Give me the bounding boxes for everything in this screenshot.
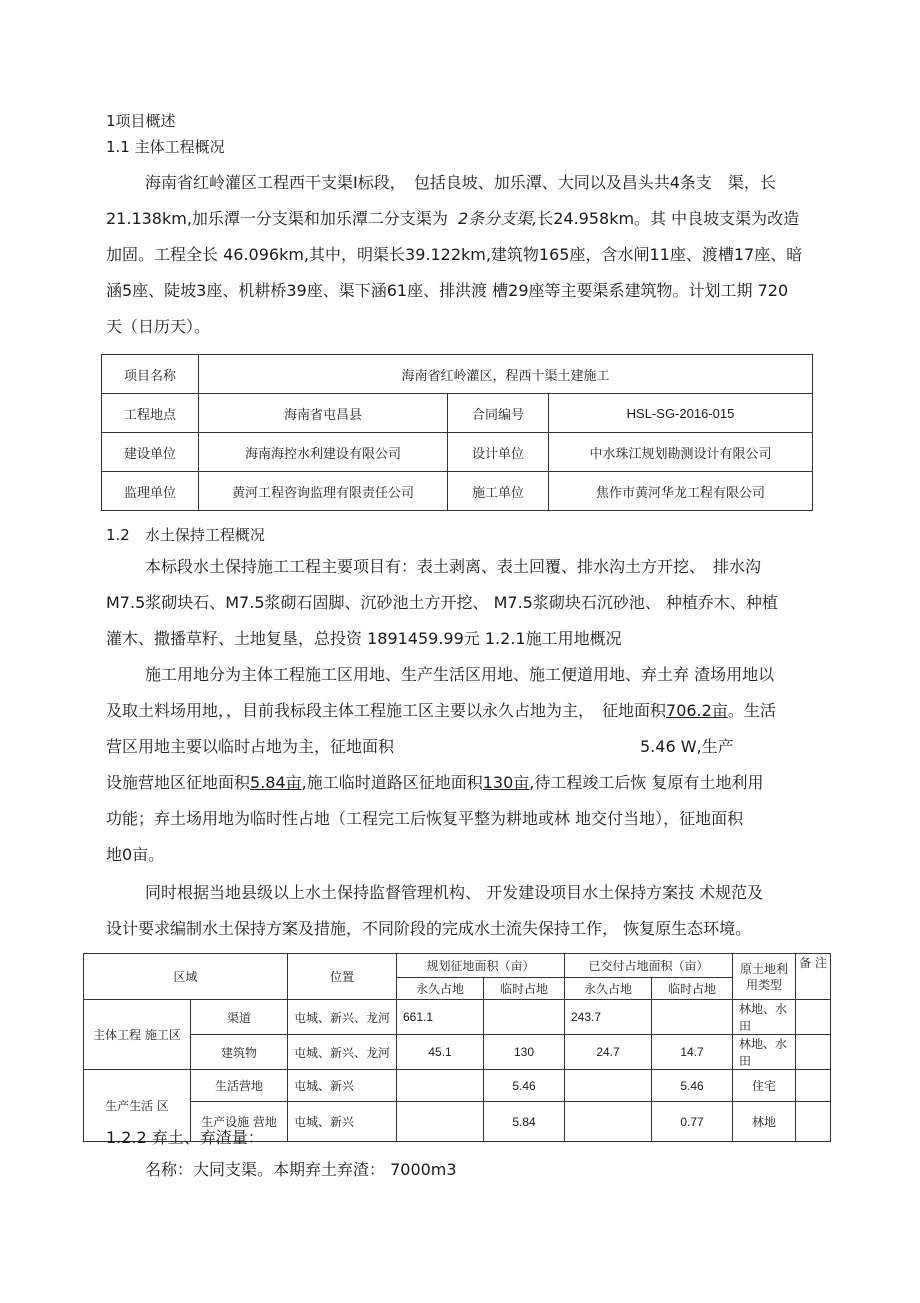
table-cell: 焦作市黄河华龙工程有限公司 xyxy=(549,472,813,511)
table-cell: 屯城、新兴、龙河 xyxy=(288,1000,397,1035)
table-cell xyxy=(565,1070,652,1102)
table-cell: 合同编号 xyxy=(448,394,549,433)
table-cell xyxy=(796,1035,831,1070)
table-row xyxy=(84,1000,831,1035)
table-cell: 生活营地 xyxy=(191,1070,288,1102)
table-header-cell: 已交付占地面积（亩） xyxy=(565,954,733,978)
text-line: 天（日历天）。 xyxy=(106,317,211,336)
text-line: 功能；弃土场用地为临时性占地（工程完工后恢复平整为耕地或林 地交付当地），征地面积 xyxy=(106,809,744,828)
table-row xyxy=(102,355,813,394)
text-line: 本标段水土保持施工工程主要项目有：表土剥离、表土回覆、排水沟土方开挖、 排水沟 xyxy=(145,557,762,576)
table-header-row xyxy=(84,954,831,978)
table-cell: 45.1 xyxy=(397,1035,484,1070)
table-cell: 海南海控水利建设有限公司 xyxy=(199,433,448,472)
text-line: 海南省红岭灌区工程西干支渠Ⅰ标段， 包括良坡、加乐潭、大同以及昌头共4条支 渠，长 xyxy=(145,173,776,192)
table-cell: 5.84 xyxy=(484,1102,565,1142)
spoil-volume-line: 名称：大同支渠。本期弃土弃渣： 7000m3 xyxy=(145,1160,457,1179)
table-cell: 14.7 xyxy=(652,1035,733,1070)
table-cell xyxy=(796,1102,831,1142)
table-cell: 243.7 xyxy=(565,1000,652,1035)
table-cell: 屯城、新兴 xyxy=(288,1102,397,1142)
table-cell: 屯城、新兴、龙河 xyxy=(288,1035,397,1070)
table-cell: 海南省红岭灌区，程西十渠土建施工 xyxy=(199,355,813,394)
table-cell: 24.7 xyxy=(565,1035,652,1070)
table-header-cell: 原土地利 用类型 xyxy=(733,954,796,1000)
table-header-cell: 位置 xyxy=(288,954,397,1000)
text-line: 5.46 W,生产 xyxy=(640,737,734,756)
table-cell: 住宅 xyxy=(733,1070,796,1102)
section-heading-1-1: 1.1 主体工程概况 xyxy=(106,138,225,156)
text-line: 施工用地分为主体工程施工区用地、生产生活区用地、施工便道用地、弃土弃 渣场用地以 xyxy=(145,665,775,684)
table-cell: 设计单位 xyxy=(448,433,549,472)
table-row xyxy=(102,394,813,433)
table-cell: 5.46 xyxy=(652,1070,733,1102)
table-row xyxy=(84,1070,831,1102)
table-cell: 渠道 xyxy=(191,1000,288,1035)
table-cell: 海南省屯昌县 xyxy=(199,394,448,433)
table-cell: 661.1 xyxy=(397,1000,484,1035)
table-cell: 林地、水田 xyxy=(733,1035,796,1070)
table-cell: 工程地点 xyxy=(102,394,199,433)
text-line: 涵5座、陡坡3座、机耕桥39座、渠下涵61座、排洪渡 槽29座等主要渠系建筑物。计划工期 720 xyxy=(106,281,789,300)
text-line: 设计要求编制水土保持方案及措施，不同阶段的完成水土流失保持工作， 恢复原生态环境。 xyxy=(106,919,752,938)
table-cell: 屯城、新兴 xyxy=(288,1070,397,1102)
table-header-cell: 永久占地 xyxy=(565,978,652,1000)
table-cell: 施工单位 xyxy=(448,472,549,511)
text-line: 设施营地区征地面积5.84亩,施工临时道路区征地面积130亩,待工程竣工后恢 复原有土地利用 xyxy=(106,773,764,792)
text-line: 加固。工程全长 46.096km,其中，明渠长39.122km,建筑物165座，含水闸11座、渡槽17座、暗 xyxy=(106,245,803,264)
table-cell: 林地、水田 xyxy=(733,1000,796,1035)
table-cell: 0.77 xyxy=(652,1102,733,1142)
table-cell: 建筑物 xyxy=(191,1035,288,1070)
table-cell: 黄河工程咨询监理有限责任公司 xyxy=(199,472,448,511)
table-cell: 中水珠江规划勘测设计有限公司 xyxy=(549,433,813,472)
table-cell: 林地 xyxy=(733,1102,796,1142)
table-header-cell: 规划征地面积（亩） xyxy=(397,954,565,978)
table-header-cell: 永久占地 xyxy=(397,978,484,1000)
table-cell: 生产生活 区 xyxy=(84,1070,191,1142)
table-header-cell: 临时占地 xyxy=(652,978,733,1000)
table-cell xyxy=(796,1000,831,1035)
text-line: 地0亩。 xyxy=(106,845,165,864)
table-row xyxy=(102,472,813,511)
table-cell: HSL-SG-2016-015 xyxy=(549,394,813,433)
table-header-cell: 区域 xyxy=(84,954,288,1000)
table-cell: 主体工程 施工区 xyxy=(84,1000,191,1070)
text-line: 灌木、撒播草籽、土地复垦，总投资 1891459.99元 1.2.1施工用地概况 xyxy=(106,629,622,648)
table-cell xyxy=(652,1000,733,1035)
text-line: M7.5浆砌块石、M7.5浆砌石固脚、沉砂池土方开挖、 M7.5浆砌块石沉砂池、 种植乔木、种植 xyxy=(106,593,778,612)
table-cell: 项目名称 xyxy=(102,355,199,394)
table-cell: 5.46 xyxy=(484,1070,565,1102)
table-cell: 建设单位 xyxy=(102,433,199,472)
table-cell xyxy=(565,1102,652,1142)
section-heading-1: 1项目概述 xyxy=(106,112,176,130)
table-cell xyxy=(397,1102,484,1142)
table-cell xyxy=(397,1070,484,1102)
text-line: 及取土料场用地，，目前我标段主体工程施工区主要以永久占地为主， 征地面积706.2亩。生活 xyxy=(106,701,776,720)
text-line: 21.138km,加乐潭一分支渠和加乐潭二分支渠为 2条分支渠,长24.958km。其 中良坡支渠为改造 xyxy=(106,209,800,228)
table-cell: 130 xyxy=(484,1035,565,1070)
land-use-table xyxy=(83,953,831,1142)
table-cell xyxy=(796,1070,831,1102)
project-info-table xyxy=(101,354,813,511)
table-row xyxy=(102,433,813,472)
table-cell: 监理单位 xyxy=(102,472,199,511)
table-header-cell: 备 注 xyxy=(796,954,831,1000)
table-cell xyxy=(484,1000,565,1035)
table-row xyxy=(84,1035,831,1070)
section-heading-1-2: 1.2 水土保持工程概况 xyxy=(106,526,265,544)
text-line: 同时根据当地县级以上水土保持监督管理机构、 开发建设项目水土保持方案技 术规范及 xyxy=(145,883,764,902)
table-header-cell: 临时占地 xyxy=(484,978,565,1000)
text-line: 营区用地主要以临时占地为主，征地面积 xyxy=(106,737,395,756)
section-heading-1-2-2: 1.2.2 弃土、弃渣量： xyxy=(106,1128,264,1147)
table-cell: 生产设施 营地 xyxy=(191,1102,288,1142)
